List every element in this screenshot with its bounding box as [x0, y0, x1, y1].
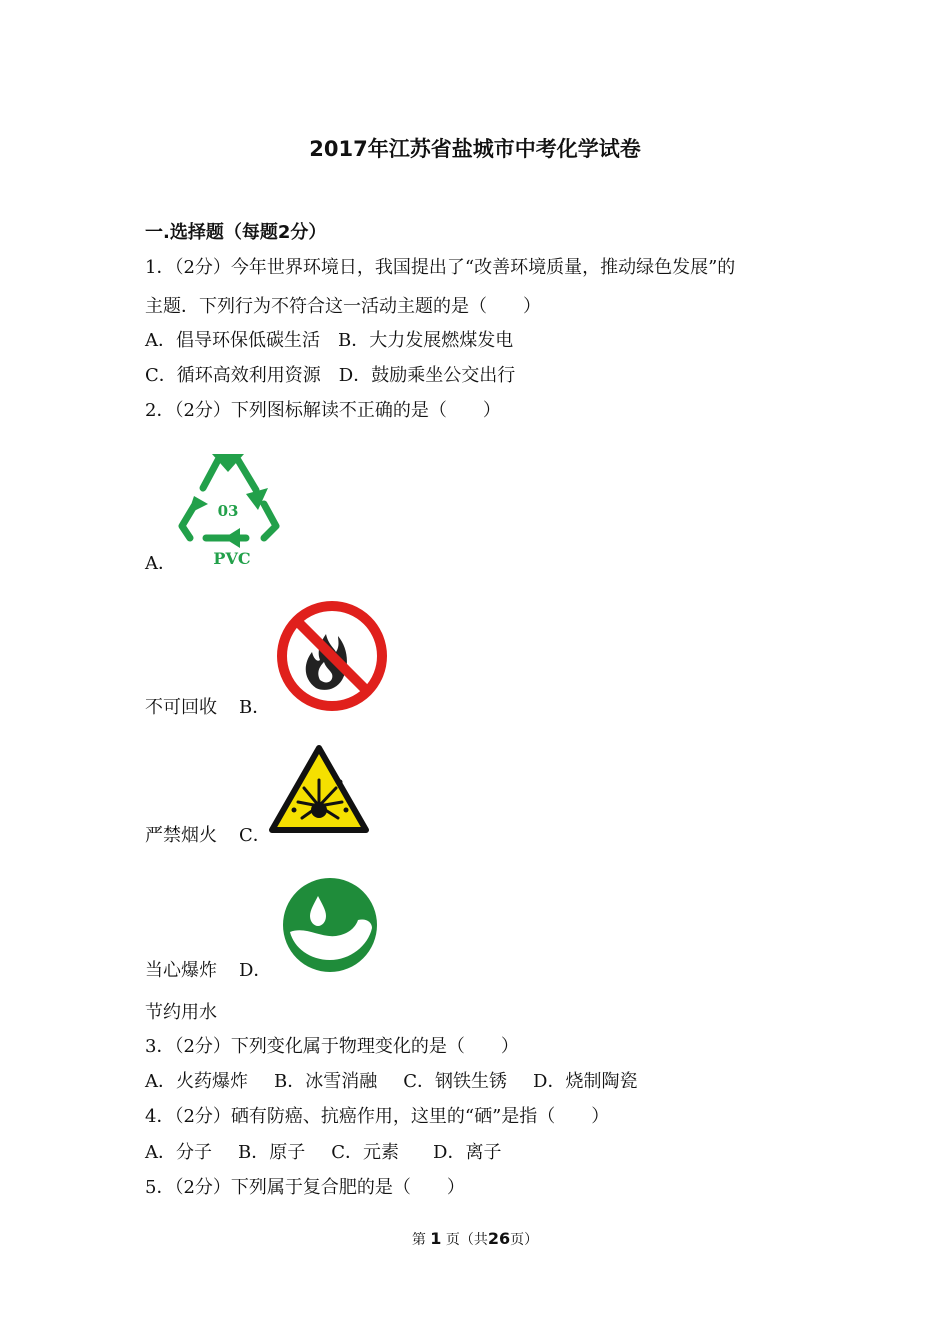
q4-option-d[interactable]: D．离子	[433, 1142, 502, 1163]
q2-option-a-label[interactable]: A．	[145, 553, 176, 574]
recycle-pvc-icon	[176, 448, 284, 570]
q4-option-b[interactable]: B．原子	[238, 1142, 306, 1163]
q1-option-d[interactable]: D．鼓励乘坐公交出行	[338, 365, 516, 386]
q4-option-c[interactable]: C．元素	[331, 1142, 400, 1163]
q3-option-a[interactable]: A．火药爆炸	[145, 1071, 248, 1092]
section-heading: 一.选择题（每题2分）	[145, 222, 327, 243]
recycle-label: PVC	[213, 549, 251, 568]
explosion-warning-icon	[268, 744, 370, 836]
water-saving-icon	[280, 876, 380, 974]
q2-stem: 2．（2分）下列图标解读不正确的是（ ）	[145, 400, 501, 421]
q2-row-d	[145, 960, 271, 982]
q2-row-b	[145, 697, 270, 719]
q1-options-row1	[145, 330, 513, 352]
q1-options-row2	[145, 365, 515, 387]
footer-total-pages: 26	[487, 1229, 511, 1248]
q2-option-b-label[interactable]: B．	[239, 697, 271, 718]
q3-option-c[interactable]: C．钢铁生锈	[403, 1071, 508, 1092]
q1-stem-line2: 主题．下列行为不符合这一活动主题的是（ ）	[145, 296, 541, 317]
q4-options	[145, 1142, 501, 1164]
q1-stem-line1: 1．（2分）今年世界环境日，我国提出了“改善环境质量，推动绿色发展”的	[145, 257, 736, 278]
recycle-number: 03	[217, 502, 239, 520]
q2-option-c-label[interactable]: C．	[239, 825, 271, 846]
q4-stem: 4．（2分）硒有防癌、抗癌作用，这里的“硒”是指（ ）	[145, 1106, 610, 1127]
footer-middle: 页（共	[445, 1232, 488, 1248]
page-title: 2017年江苏省盐城市中考化学试卷	[309, 137, 641, 161]
q5-stem: 5．（2分）下列属于复合肥的是（ ）	[145, 1177, 465, 1198]
q1-option-a[interactable]: A．倡导环保低碳生活	[145, 330, 320, 351]
footer-page-number: 1	[430, 1229, 442, 1248]
q3-stem: 3．（2分）下列变化属于物理变化的是（ ）	[145, 1036, 519, 1057]
footer-suffix: 页）	[510, 1232, 539, 1248]
q3-option-d[interactable]: D．烧制陶瓷	[533, 1071, 638, 1092]
q1-option-b[interactable]: B．大力发展燃煤发电	[338, 330, 514, 351]
q1-option-c[interactable]: C．循环高效利用资源	[145, 365, 321, 386]
page-footer	[0, 1229, 950, 1250]
q2-caption-c: 当心爆炸	[145, 960, 217, 981]
q2-row-c	[145, 825, 271, 847]
q4-option-a[interactable]: A．分子	[145, 1142, 212, 1163]
q3-option-b[interactable]: B．冰雪消融	[274, 1071, 378, 1092]
no-fire-icon	[276, 600, 388, 712]
q2-option-d-label[interactable]: D．	[239, 960, 272, 981]
q2-caption-b: 严禁烟火	[145, 825, 217, 846]
q2-caption-d: 节约用水	[145, 1002, 217, 1023]
q3-options	[145, 1071, 637, 1093]
q2-caption-a: 不可回收	[145, 697, 217, 718]
footer-prefix: 第	[411, 1232, 426, 1248]
